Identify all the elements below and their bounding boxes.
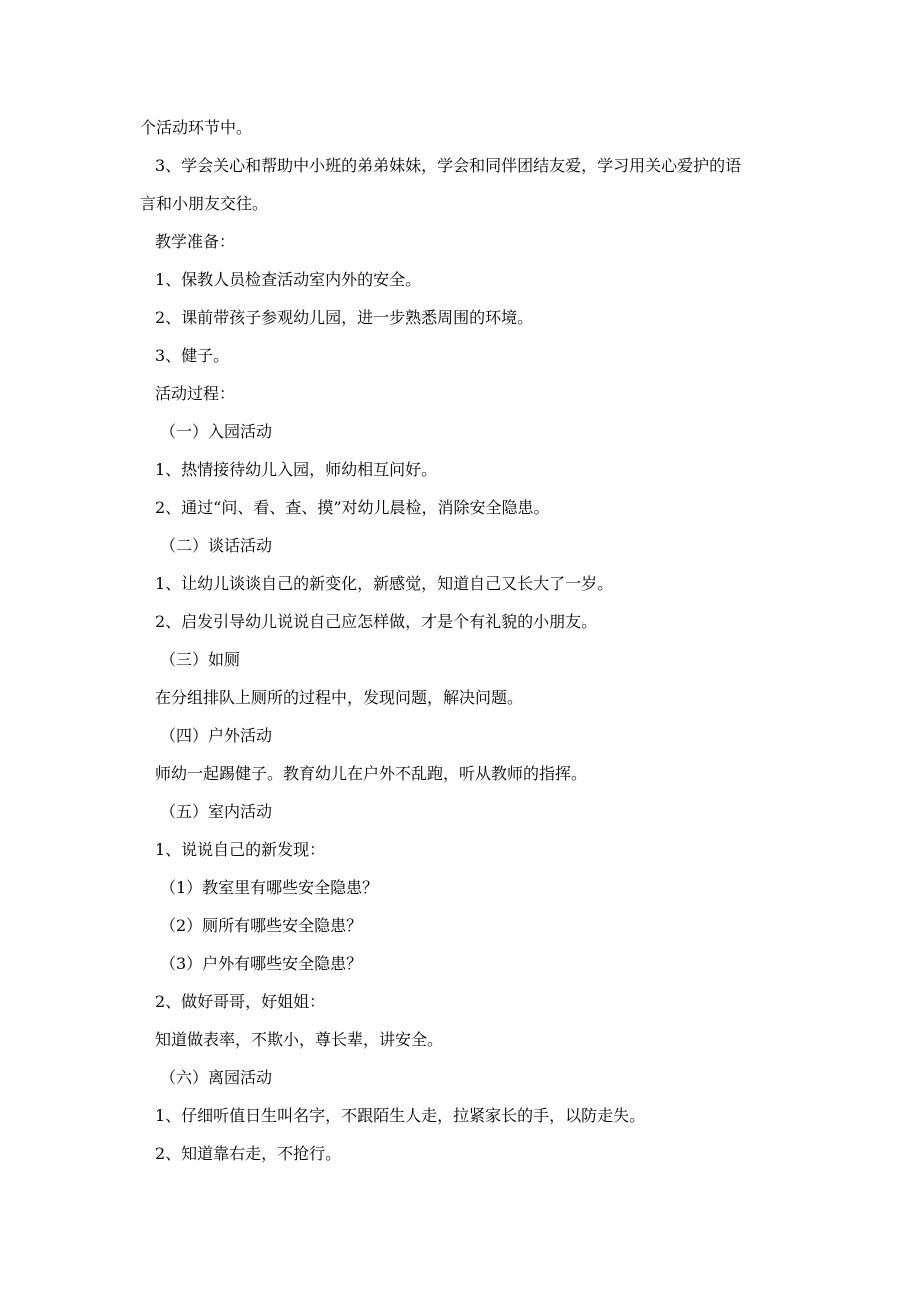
process-4-text: 师幼一起踢健子。教育幼儿在户外不乱跑，听从教师的指挥。 [155, 764, 588, 783]
process-3-text: 在分组排队上厕所的过程中，发现问题，解决问题。 [155, 688, 524, 707]
process-2-item-2: 2、启发引导幼儿说说自己应怎样做，才是个有礼貌的小朋友。 [155, 612, 598, 631]
process-5-subitem-2: （2）厕所有哪些安全隐患？ [160, 916, 363, 935]
process-5-item-1: 1、说说自己的新发现： [155, 840, 326, 859]
prep-item-1: 1、保教人员检查活动室内外的安全。 [155, 270, 422, 289]
process-6-item-2: 2、知道靠右走，不抢行。 [155, 1144, 342, 1163]
goal-item-3: 3、学会关心和帮助中小班的弟弟妹妹，学会和同伴团结友爱，学习用关心爱护的语 [155, 156, 742, 175]
process-1-item-1: 1、热情接待幼儿入园，师幼相互问好。 [155, 460, 438, 479]
process-6-item-1: 1、仔细听值日生叫名字，不跟陌生人走，拉紧家长的手，以防走失。 [155, 1106, 646, 1125]
process-5-subitem-1: （1）教室里有哪些安全隐患？ [160, 878, 379, 897]
prep-item-2: 2、课前带孩子参观幼儿园，进一步熟悉周围的环境。 [155, 308, 534, 327]
process-5-item-2: 2、做好哥哥，好姐姐： [155, 992, 326, 1011]
subsection-heading-4: （四）户外活动 [160, 726, 273, 745]
prep-item-3: 3、健子。 [155, 346, 230, 365]
process-5-item-2-text: 知道做表率，不欺小，尊长辈，讲安全。 [155, 1030, 444, 1049]
subsection-heading-2: （二）谈话活动 [160, 536, 273, 555]
section-heading-preparation: 教学准备： [155, 232, 236, 251]
process-1-item-2: 2、通过“问、看、查、摸”对幼儿晨检，消除安全隐患。 [155, 498, 550, 517]
subsection-heading-6: （六）离园活动 [160, 1068, 273, 1087]
process-5-subitem-3: （3）户外有哪些安全隐患？ [160, 954, 363, 973]
section-heading-process: 活动过程： [155, 384, 236, 403]
subsection-heading-3: （三）如厕 [160, 650, 241, 669]
text-line-continuation: 个活动环节中。 [140, 118, 253, 137]
subsection-heading-5: （五）室内活动 [160, 802, 273, 821]
process-2-item-1: 1、让幼儿谈谈自己的新变化，新感觉，知道自己又长大了一岁。 [155, 574, 614, 593]
subsection-heading-1: （一）入园活动 [160, 422, 273, 441]
goal-item-3-continued: 言和小朋友交往。 [140, 194, 269, 213]
